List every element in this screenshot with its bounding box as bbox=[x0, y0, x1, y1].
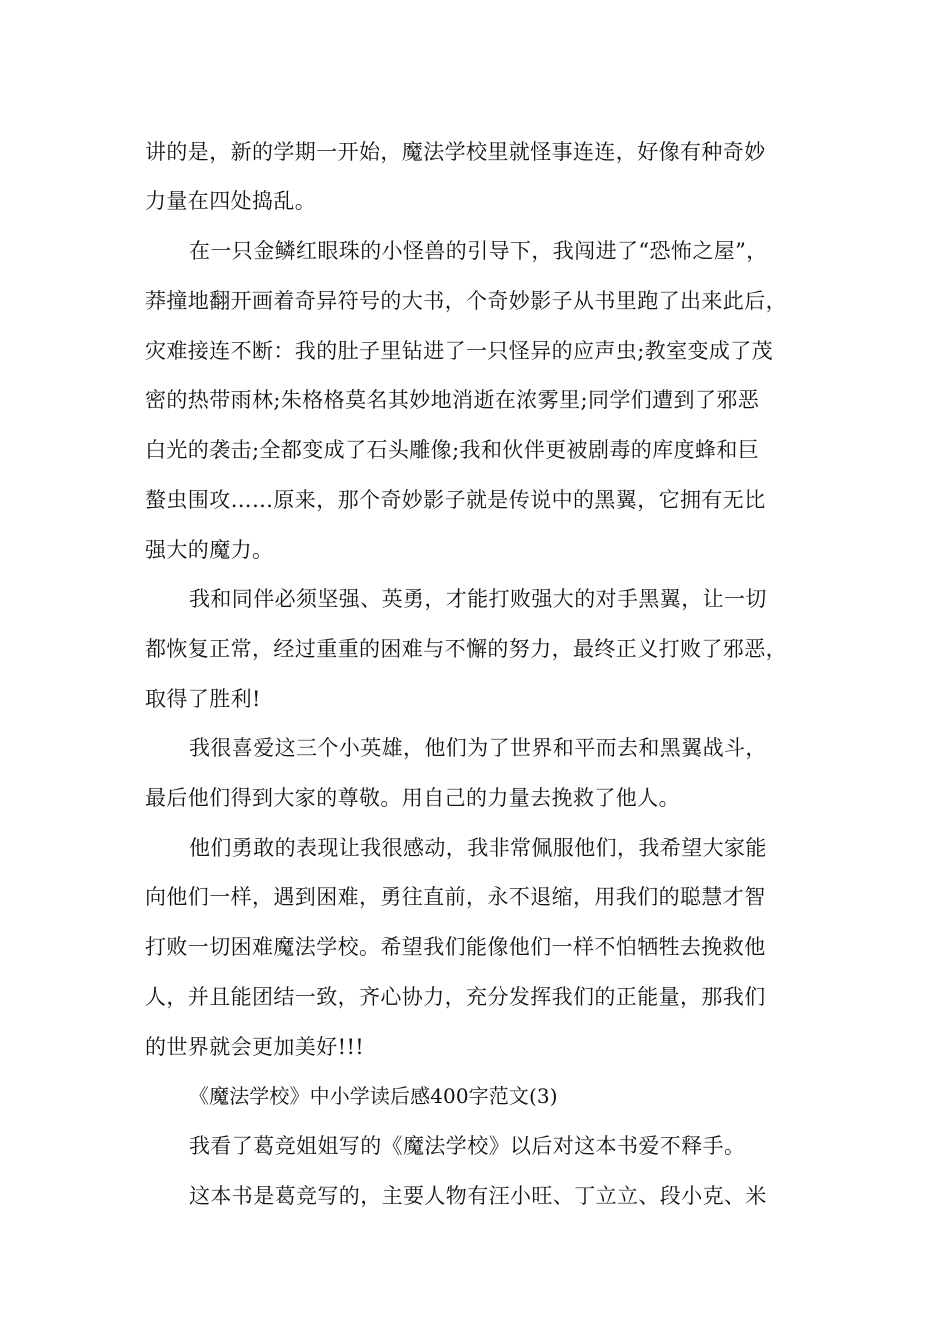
text-line: 灾难接连不断：我的肚子里钻进了一只怪异的应声虫;教室变成了茂 bbox=[145, 339, 774, 363]
text-line: 打败一切困难魔法学校。希望我们能像他们一样不怕牺牲去挽救他 bbox=[145, 935, 766, 959]
text-line: 人，并且能团结一致，齐心协力，充分发挥我们的正能量，那我们 bbox=[145, 985, 766, 1009]
paragraph-start-line: 这本书是葛竞写的，主要人物有汪小旺、丁立立、段小克、米 bbox=[189, 1184, 767, 1208]
text-line: 密的热带雨林;朱格格莫名其妙地消逝在浓雾里;同学们遭到了邪恶 bbox=[145, 388, 760, 412]
text-line: 最后他们得到大家的尊敬。用自己的力量去挽救了他人。 bbox=[145, 786, 680, 810]
text-line: 向他们一样，遇到困难，勇往直前，永不退缩，用我们的聪慧才智 bbox=[145, 885, 766, 909]
text-line: 螯虫围攻……原来，那个奇妙影子就是传说中的黑翼，它拥有无比 bbox=[145, 488, 766, 512]
paragraph-start-line: 我很喜爱这三个小英雄，他们为了世界和平而去和黑翼战斗， bbox=[189, 736, 767, 760]
paragraph-start-line: 他们勇敢的表现让我很感动，我非常佩服他们，我希望大家能 bbox=[189, 836, 767, 860]
paragraph-start-line: 在一只金鳞红眼珠的小怪兽的引导下，我闯进了“恐怖之屋”， bbox=[189, 239, 768, 263]
text-line: 都恢复正常，经过重重的困难与不懈的努力，最终正义打败了邪恶， bbox=[145, 637, 787, 661]
text-line: 讲的是，新的学期一开始，魔法学校里就怪事连连，好像有种奇妙 bbox=[145, 140, 766, 164]
paragraph-start-line: 我和同伴必须坚强、英勇，才能打败强大的对手黑翼，让一切 bbox=[189, 587, 767, 611]
text-line: 的世界就会更加美好!!! bbox=[145, 1035, 365, 1059]
paragraph-start-line: 我看了葛竞姐姐写的《魔法学校》以后对这本书爱不释手。 bbox=[189, 1134, 746, 1158]
text-line: 力量在四处捣乱。 bbox=[145, 189, 317, 213]
text-line: 白光的袭击;全都变成了石头雕像;我和伙伴更被剧毒的库度蜂和巨 bbox=[145, 438, 760, 462]
section-heading: 《魔法学校》中小学读后感400字范文(3) bbox=[189, 1084, 558, 1108]
text-line: 取得了胜利! bbox=[145, 687, 261, 711]
text-line: 莽撞地翻开画着奇异符号的大书，个奇妙影子从书里跑了出来此后， bbox=[145, 289, 787, 313]
text-line: 强大的魔力。 bbox=[145, 538, 274, 562]
